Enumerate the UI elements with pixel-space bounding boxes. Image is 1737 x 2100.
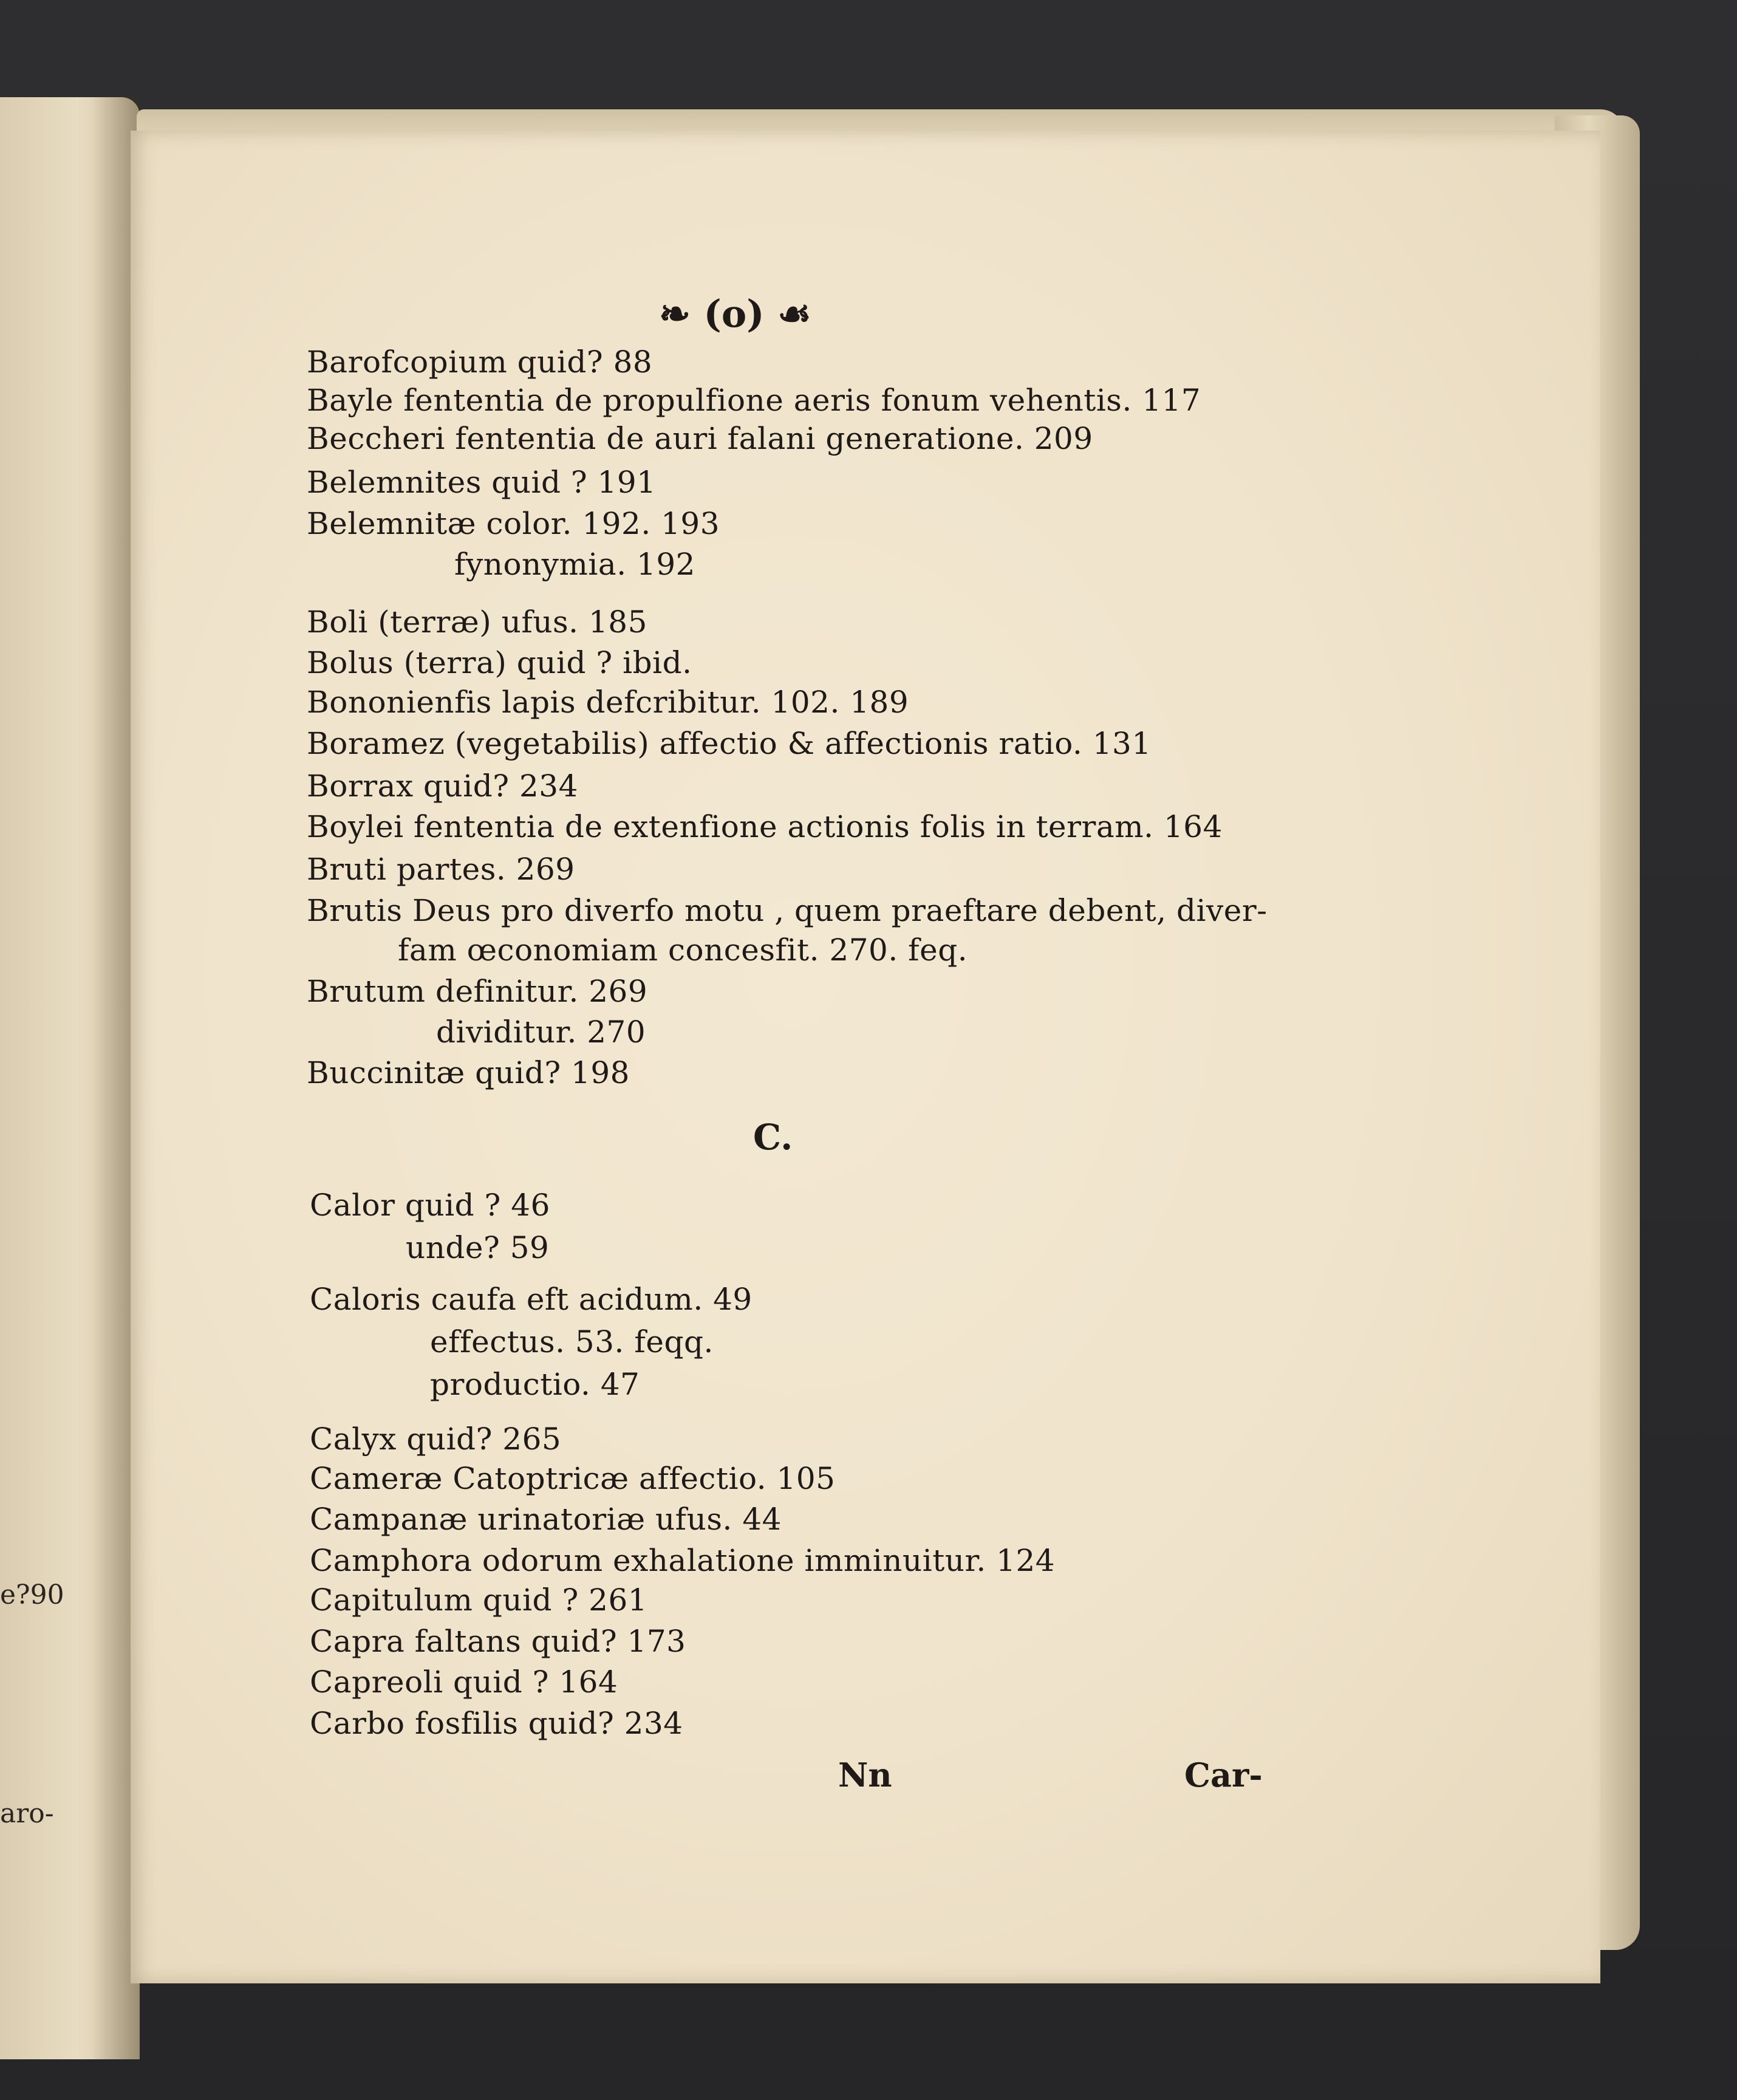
page-header: ❧ (o) ☙ [659,292,811,336]
index-entry-c-5: productio. 47 [430,1367,640,1402]
index-entry-c-9: Camphora odorum exhalatione imminuitur. 124 [310,1543,1056,1578]
left-fragment-2: aro- [0,1798,54,1829]
index-entry-b-17: dividitur. 270 [436,1014,646,1050]
section-letter: C. [753,1117,793,1158]
index-entry-c-11: Capra faltans quid? 173 [310,1624,686,1659]
index-entry-c-4: effectus. 53. feqq. [430,1324,714,1360]
index-entry-b-2: Bayle fententia de propulfione aeris fonum vehentis. 117 [307,383,1201,418]
index-entry-b-13: Bruti partes. 269 [307,852,575,887]
index-entry-c-13: Carbo fosfilis quid? 234 [310,1706,683,1741]
catchword: Car- [1184,1756,1263,1794]
index-entry-b-11: Borrax quid? 234 [307,768,578,804]
index-entry-c-12: Capreoli quid ? 164 [310,1664,618,1700]
ornament-left-icon: ❧ [659,292,704,336]
index-entry-b-5: Belemnitæ color. 192. 193 [307,506,720,541]
index-entry-b-15: fam œconomiam concesfit. 270. feq. [398,932,968,968]
index-entry-b-6: fynonymia. 192 [454,547,695,582]
index-entry-b-8: Bolus (terra) quid ? ibid. [307,645,692,680]
index-entry-b-1: Barofcopium quid? 88 [307,344,653,380]
ornament-right-icon: ☙ [764,292,811,336]
index-entry-b-14: Brutis Deus pro diverfo motu , quem praeftare debent, diver- [307,893,1268,928]
printer-signature: Nn [838,1756,892,1794]
index-entry-c-10: Capitulum quid ? 261 [310,1582,648,1618]
index-entry-c-3: Caloris caufa eft acidum. 49 [310,1282,752,1317]
index-entry-c-1: Calor quid ? 46 [310,1188,550,1223]
index-entry-b-12: Boylei fententia de extenfione actionis folis in terram. 164 [307,809,1223,844]
index-entry-b-10: Boramez (vegetabilis) affectio & affectionis ratio. 131 [307,726,1152,761]
index-entry-b-18: Buccinitæ quid? 198 [307,1055,630,1090]
left-fragment-1: e?90 [0,1579,64,1610]
index-entry-b-7: Boli (terræ) ufus. 185 [307,604,647,640]
index-entry-c-7: Cameræ Catoptricæ affectio. 105 [310,1461,836,1496]
index-entry-b-9: Bononienfis lapis defcribitur. 102. 189 [307,685,909,720]
index-entry-c-6: Calyx quid? 265 [310,1421,562,1457]
index-entry-b-3: Beccheri fententia de auri falani generatione. 209 [307,421,1093,456]
index-entry-c-2: unde? 59 [406,1230,550,1265]
index-entry-b-16: Brutum definitur. 269 [307,974,648,1009]
index-entry-b-4: Belemnites quid ? 191 [307,465,657,500]
index-entry-c-8: Campanæ urinatoriæ ufus. 44 [310,1502,782,1537]
